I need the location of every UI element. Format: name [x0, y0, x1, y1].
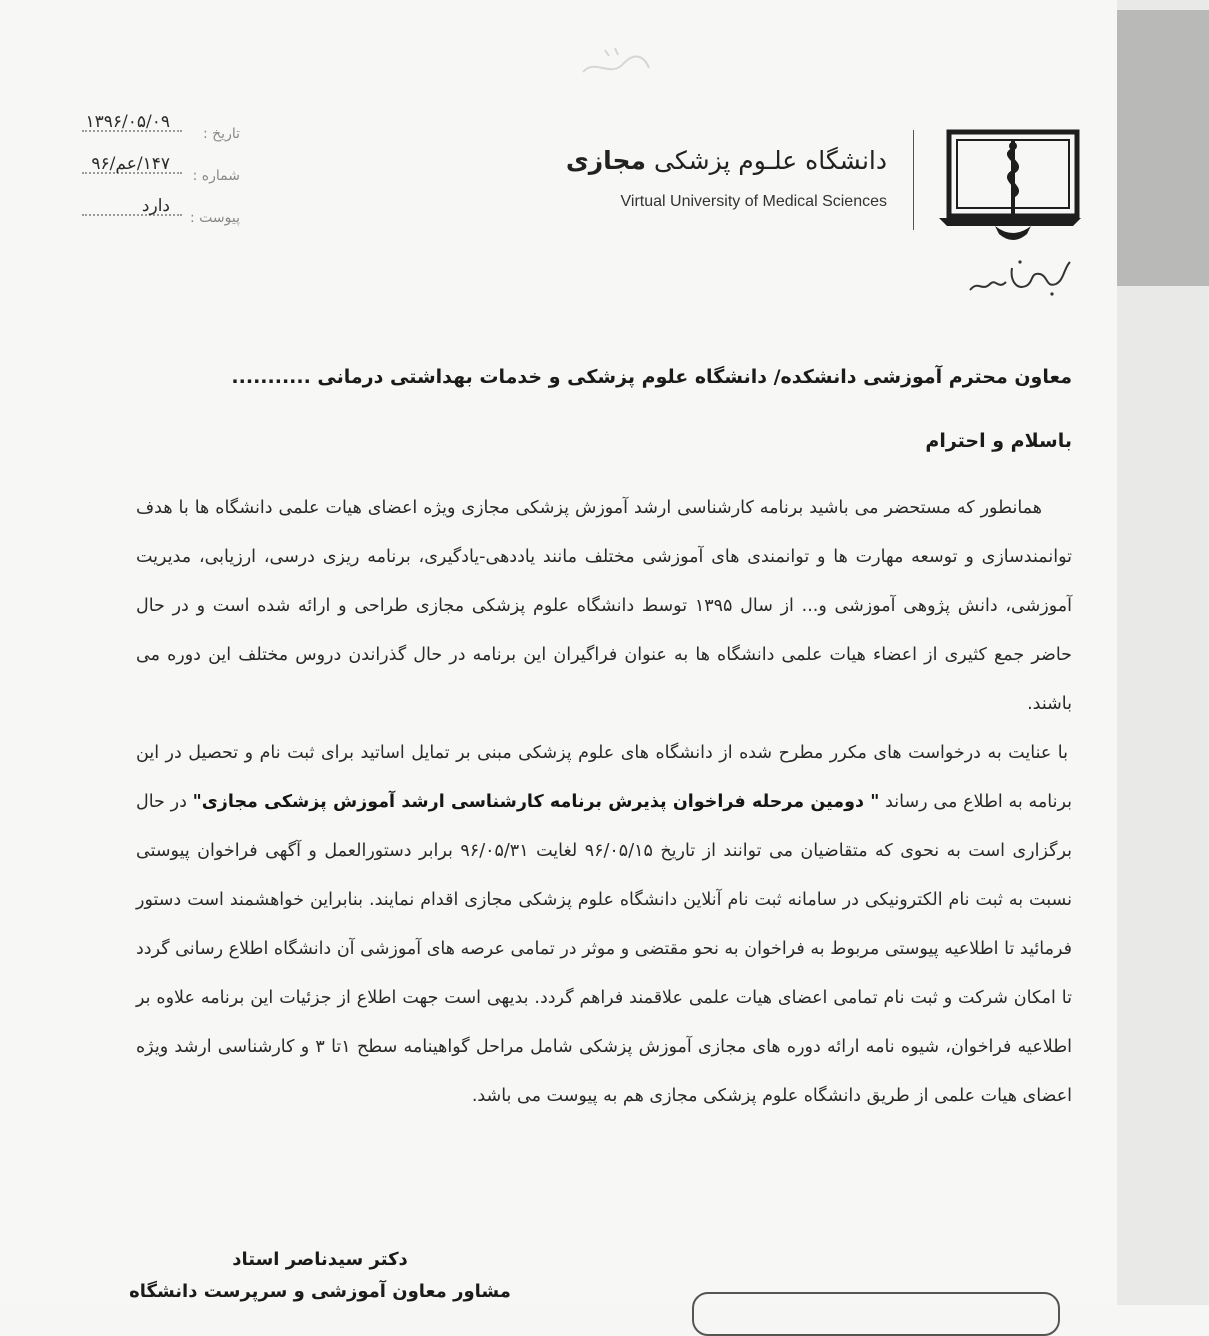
- attachment-value: دارد: [141, 196, 170, 216]
- office-of-president-signature: [960, 250, 1080, 300]
- university-name-fa: [540, 146, 887, 175]
- attachment-label: پیوست :: [190, 210, 240, 226]
- body-paragraph-2: [136, 729, 1072, 1121]
- faint-stamp-mark: [575, 38, 655, 88]
- letter-body: [136, 484, 1072, 1121]
- university-name-prefix: دانشگاه علـوم پزشکی: [653, 146, 887, 175]
- university-name-en: Virtual University of Medical Sciences: [620, 193, 887, 210]
- paragraph-2-end: در حال برگزاری است به نحوی که متقاضیان می توانند از تاریخ ۹۶/۰۵/۱۵ لغایت ۹۶/۰۵/۳۱ برابر دستورالعمل و آگهی فراخوان پیوستی نسبت به ثبت نام الکترونیکی در سامانه ثبت نام آنلاین دانشگاه علوم پزشکی مجازی اقدام نمایند. بنابراین خواهشمند است دستور فرمائید تا اطلاعیه پیوستی مربوط به فراخوان به نحو مقتضی و موثر در تمامی عرصه های آموزشی آن دانشگاه اطلاع رسانی گردد تا امکان شرکت و ثبت نام تمامی اعضای هیات علمی علاقمند فراهم گردد. بدیهی است جهت اطلاع از جزئیات این برنامه علاوه بر اطلاعیه فراخوان، شیوه نامه ارائه دوره های مجازی آموزش پزشکی شامل مراحل گواهینامه سطح ۱تا ۳ و کارشناسی ارشد ویژه اعضای هیات علمی از طریق دانشگاه علوم پزشکی مجازی هم به پیوست می باشد.: [136, 792, 1072, 1106]
- paragraph-2-start: با عنایت به درخواست های مکرر مطرح شده از دانشگاه های علوم پزشکی مبنی بر تمایل اساتید برای ثبت نام و تحصیل در این برنامه به اطلاع می رساند: [136, 743, 1072, 812]
- meta-date-row: [40, 112, 240, 154]
- number-value: ۱۴۷/عم/۹۶: [91, 154, 170, 174]
- meta-attachment-row: [40, 196, 240, 238]
- signer-name: دکتر سیدناصر استاد: [232, 1249, 408, 1270]
- university-name-bold: مجازی: [565, 146, 647, 175]
- number-label: شماره :: [192, 168, 240, 184]
- stamp-box: [692, 1292, 1060, 1336]
- signature-block: [110, 1244, 530, 1308]
- letter-addressee: معاون محترم آموزشی دانشکده/ دانشگاه علوم پزشکی و خدمات بهداشتی درمانی ...........: [231, 366, 1072, 388]
- body-paragraph-1: همانطور که مستحضر می باشید برنامه کارشناسی ارشد آموزش پزشکی مجازی ویژه اعضای هیات علمی دانشگاه ها با هدف توانمندسازی و توسعه مهارت ها و توانمندی های آموزشی مختلف مانند یاددهی-یادگیری، برنامه ریزی درسی، ارزیابی، مدیریت آموزشی، دانش پژوهی آموزشی و... از سال ۱۳۹۵ توسط دانشگاه علوم پزشکی مجازی طراحی و ارائه شده است و در حال حاضر جمع کثیری از اعضاء هیات علمی دانشگاه ها به عنوان فراگیران این برنامه در حال گذراندن دروس مختلف این دوره می باشند.: [136, 498, 1072, 714]
- paragraph-2-highlight: " دومین مرحله فراخوان پذیرش برنامه کارشناسی ارشد آموزش پزشکی مجازی": [192, 792, 880, 812]
- date-value: ۱۳۹۶/۰۵/۰۹: [85, 112, 170, 132]
- signer-title: مشاور معاون آموزشی و سرپرست دانشگاه: [129, 1281, 511, 1302]
- letter-greeting: باسلام و احترام: [925, 430, 1072, 452]
- letter-meta: [40, 112, 240, 238]
- header-divider: [913, 130, 914, 230]
- date-label: تاریخ :: [202, 126, 240, 142]
- meta-number-row: [40, 154, 240, 196]
- university-logo-icon: [935, 126, 1085, 251]
- scanner-edge-shadow: [1117, 10, 1209, 286]
